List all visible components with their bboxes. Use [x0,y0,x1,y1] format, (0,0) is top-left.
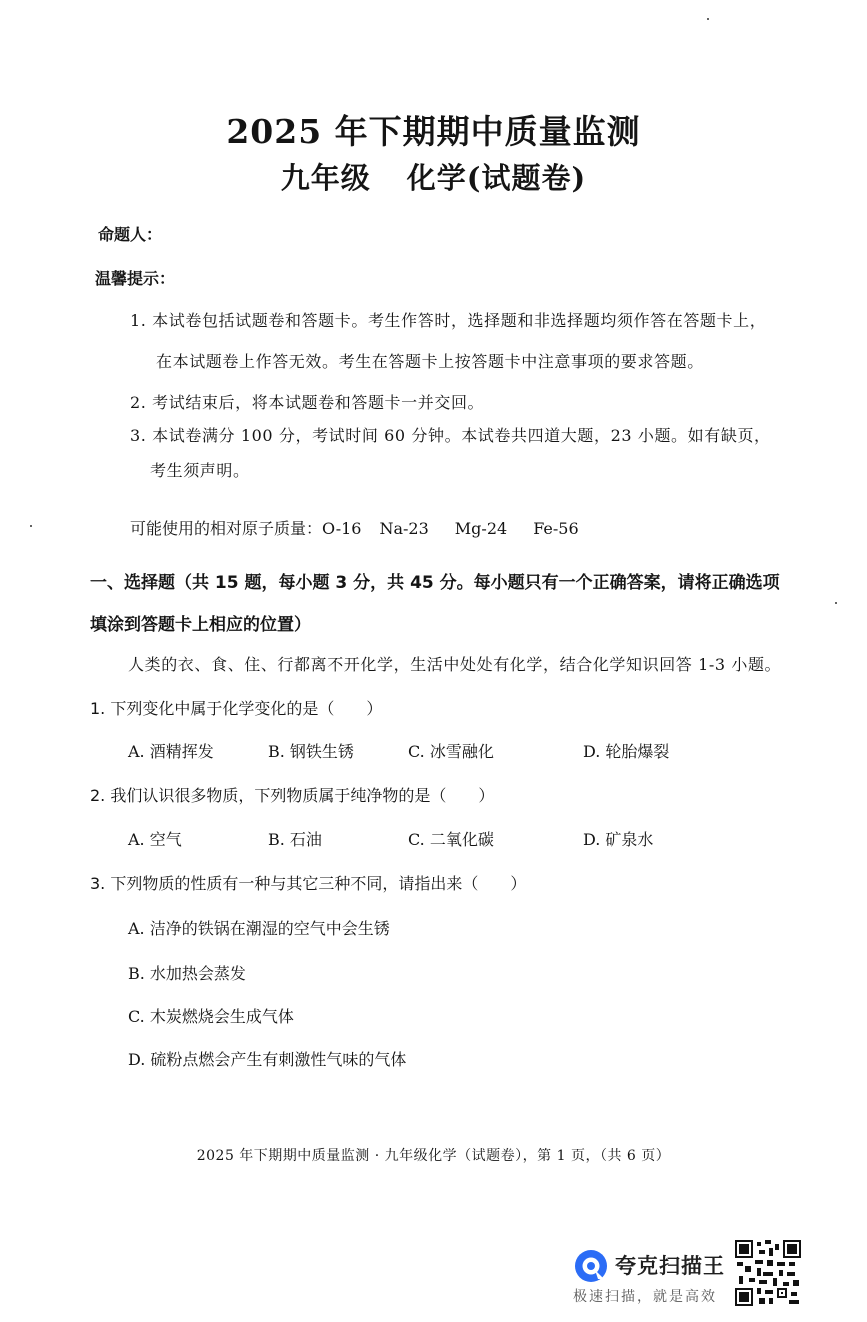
atomic-masses [130,516,579,539]
page-footer: 2025 年下期期中质量监测 · 九年级化学（试题卷），第 1 页，（共 6 页） [196,1148,671,1164]
section-intro: 人类的衣、食、住、行都离不开化学，生活中处处有化学，结合化学知识回答 1-3 小题。 [128,655,782,674]
question-2-stem: 2. 我们认识很多物质，下列物质属于纯净物的是（ ） [90,786,495,805]
tip-item-1: 1. 本试卷包括试题卷和答题卡。考生作答时，选择题和非选择题均须作答在答题卡上， [130,311,767,330]
atomic-masses-label: 可能使用的相对原子质量： [130,519,323,538]
tip-item-2: 2. 考试结束后，将本试题卷和答题卡一并交回。 [130,393,485,412]
atomic-mass-na: Na-23 [379,519,429,538]
scan-speck [30,525,32,527]
scan-speck [835,602,837,604]
exam-title: 2025 年下期期中质量监测 [226,112,641,151]
q2-option-a: A. 空气 [128,830,182,849]
q1-option-d: D. 轮胎爆裂 [583,742,670,761]
grade-label: 九年级 [280,161,371,195]
scan-speck [707,18,709,20]
q3-option-d: D. 硫粉点燃会产生有刺激性气味的气体 [128,1050,407,1069]
q2-option-b: B. 石油 [268,830,322,849]
quark-brand-name: 夸克扫描王 [615,1254,725,1278]
question-3-stem: 3. 下列物质的性质有一种与其它三种不同，请指出来（ ） [90,874,527,893]
q3-option-b: B. 水加热会蒸发 [128,964,246,983]
q3-option-c: C. 木炭燃烧会生成气体 [128,1007,294,1026]
quark-logo-icon [573,1248,609,1284]
q2-option-d: D. 矿泉水 [583,830,654,849]
question-1-stem: 1. 下列变化中属于化学变化的是（ ） [90,699,383,718]
qr-code-icon [735,1240,801,1306]
tip-item-3: 3. 本试卷满分 100 分，考试时间 60 分钟。本试卷共四道大题，23 小题。如有缺页， [130,426,771,445]
atomic-mass-fe: Fe-56 [533,519,579,538]
tip-item-3-cont: 考生须声明。 [150,461,250,480]
atomic-mass-mg: Mg-24 [454,519,508,538]
q1-option-a: A. 酒精挥发 [128,742,214,761]
quark-slogan: 极速扫描，就是高效 [573,1289,717,1305]
tip-item-1-cont: 在本试题卷上作答无效。考生在答题卡上按答题卡中注意事项的要求答题。 [156,352,704,371]
tips-heading: 温馨提示： [95,269,176,288]
exam-subtitle [0,156,867,197]
author-label: 命题人： [98,225,163,244]
subject-label: 化学(试题卷) [406,161,587,195]
q3-option-a: A. 洁净的铁锅在潮湿的空气中会生锈 [128,919,390,938]
q2-option-c: C. 二氧化碳 [408,830,494,849]
section-heading: 一、选择题（共 15 题，每小题 3 分，共 45 分。每小题只有一个正确答案，请将正确选项 [90,573,780,593]
section-heading-cont: 填涂到答题卡上相应的位置） [90,615,311,635]
q1-option-b: B. 钢铁生锈 [268,742,354,761]
q1-option-c: C. 冰雪融化 [408,742,494,761]
atomic-mass-o: O-16 [322,519,362,538]
